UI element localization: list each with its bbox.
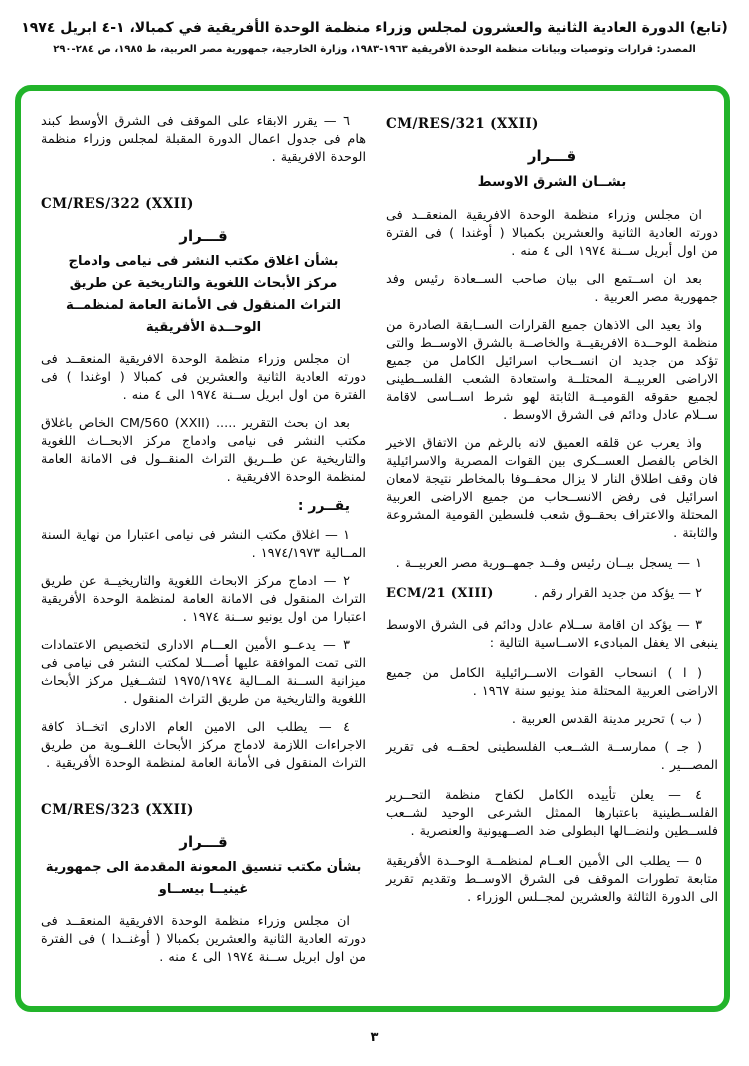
resolution-321-preamble-2: بعد ان اســتمع الى بيان صاحب الســعادة رئيس وفد جمهورية مصر العربية . [386,272,718,305]
resolution-321-heading: قـــرار [527,147,577,165]
resolution-322-clause-3: ٣ — يدعــو الأمين العـــام الادارى لتخصيص الاعتمادات التى تمت الموافقة عليها أصـــلا لمكتب النشر فى نيامى فى ميزانية الســنة المــالية ١٩٧٥/١٩٧٤ لتشــغيل مركز الأبحاث اللغوية والتاريخية من طريق التراث المنقول . [41,638,366,707]
clause-2-reference-code: ECM/21 (XIII) [386,586,494,601]
vertical-spacer [41,177,366,193]
session-title: (تابع) الدورة العادية الثانية والعشرون لمجلس وزراء منظمة الوحدة الأفريقية في كمبالا، ١-٤ ابريل ١٩٧٤ [21,20,728,36]
resolution-321-preamble-3: واذ يعيد الى الاذهان جميع القرارات الســابقة الصادرة من منظمة الوحــدة الافريقيــة والخاصــة بالشرق الاوســط والتى تؤكد من جديد ان انســحاب اسرائيل الكامل من جميع الاراضى العربيــة المحتلــة واستعادة الشعب الفلســطينى لجميع حقوقه القوميــة الثابتة لهو شرط اســاسى لاقامة ســلام عادل ودائم فى الشرق الاوسط . [386,318,718,423]
resolution-323-preamble: ان مجلس وزراء منظمة الوحدة الافريقية المنعقــد فى دورته العادية الثانية والعشرين بكمبالا ( أوغنــدا ) فى الفترة من اول ابريل ســنة ١٩٧٤ الى ٤ منه . [41,914,366,965]
resolution-321-clause-1: ١ — يسجل بيــان رئيس وفــد جمهــورية مصر العربيــة . [395,556,702,571]
resolution-322-clause-2: ٢ — ادماج مركز الابحاث اللغوية والتاريخيــة عن طريق التراث المنقول فى الامانة العامة لمنظمة الوحدة الأفريقية اعتبارا من اول يونيو ســنة ١٩٧٤ . [41,574,366,625]
resolution-323-code: CM/RES/323 (XXII) [41,802,194,818]
vertical-spacer [41,783,366,799]
resolution-322-code: CM/RES/322 (XXII) [41,196,194,212]
page-number: ٣ [370,1030,379,1045]
resolution-322-clause-1: ١ — اغلاق مكتب النشر فى نيامى اعتبارا من نهاية السنة المــالية ١٩٧٤/١٩٧٣ . [41,528,366,561]
resolution-321-subtitle: بشــان الشرق الاوسط [477,174,627,190]
resolution-321-item-c: ( جـ ) ممارســة الشــعب الفلسطينى لحقــه فى تقرير المصـــير . [386,740,718,773]
resolution-322-preamble-1: ان مجلس وزراء منظمة الوحدة الافريقية المنعقــد فى دورته العادية الثانية والعشرين فى كمبالا ( اوغندا ) فى الفترة من اول ابريل ســنة ١٩٧٤ الى ٤ منه . [41,352,366,403]
column-right-resolution-321 [386,113,718,1006]
resolution-321-preamble-4: واذ يعرب عن قلقه العميق لانه بالرغم من الاتفاق الاخير الخاص بالفصل العســكرى بين القوات المصرية والاسرائيلية فان وقف اطلاق النار لا يزال محفــوفا بالمخاطر نتيجة لامعان اسرائيل فى رفض الانســحاب من جميع الاراضى العربية المحتلة والاعتراف بحقــوق شعب فلسطين القومية المشروعة والثابتة . [386,436,718,541]
resolution-322-title-line: مركز الأبحاث اللغوية والتاريخية عن طريق [69,276,338,291]
resolution-321-preamble-1: ان مجلس وزراء منظمة الوحدة الافريقية المنعقــد فى دورته العادية الثانية والعشرين بكمبالا ( أوغندا ) فى الفترة من اول أبريل ســنة ١٩٧٤ الى ٤ منه . [386,208,718,259]
source-citation: المصدر: قرارات وتوصيات وبيانات منظمة الوحدة الأفريقية ١٩٦٣-١٩٨٣، وزارة الخارجية، جمهورية مصر العربية، ط ١٩٨٥، ص ٢٨٤-٢٩٠ [53,44,696,55]
resolution-321-clause-4: ٤ — يعلن تأييده الكامل لكفاح منظمة التحــرير الفلســطينية باعتبارها الممثل الشرعى الوحيد لشــعب فلســطين ولنضــالها البطولى ضد الصــهيونية والعنصرية . [386,788,718,839]
resolution-323-title-line: بشأن مكتب تنسيق المعونة المقدمة الى جمهورية [45,860,362,875]
resolution-323-title-line: غينيــا بيســاو [158,882,249,897]
green-border-frame [15,85,730,1012]
resolution-323-title [41,857,366,901]
resolution-321-code: CM/RES/321 (XXII) [386,116,539,132]
resolution-322-title-line: بشأن اغلاق مكتب النشر فى نيامى وادماج [68,254,339,269]
resolution-321-clause-3: ٣ — يؤكد ان اقامة ســلام عادل ودائم فى الشرق الاوسط ينبغى الا يغفل المبادىء الاســاسية التالية : [386,618,718,651]
resolution-321-item-b: ( ب ) تحرير مدينة القدس العربية . [511,712,702,727]
page-header [0,0,749,55]
resolution-322-clause-4: ٤ — يطلب الى الامين العام الادارى اتخــاذ كافة الاجراءات اللازمة لادماج مركز الأبحاث اللغــوية من طريق التراث المنقول فى الأمانة العامة لمنظمة الوحدة الأفريقية . [41,720,366,771]
resolution-322-decree-heading: يقــرر : [297,498,350,514]
column-left-resolutions-322-323 [41,113,366,1006]
resolution-322-title-line: الوحــدة الأفريقية [145,320,262,335]
resolution-321-clause-5: ٥ — يطلب الى الأمين العــام لمنظمــة الوحــدة الأفريقية متابعة تطورات الموقف فى الشرق الاوســط وتقديم تقرير الى الدورة الثالثة والعشرين لمجــلس الوزراء . [386,854,718,905]
resolution-322-heading: قـــرار [179,227,228,245]
resolution-322-title [41,251,366,339]
resolution-322-title-line: التراث المنقول فى الأمانة العامة لمنظمــة [66,298,341,313]
resolution-323-heading: قـــرار [179,833,228,851]
resolution-321-clause-2 [386,585,718,603]
clause-2-text: ٢ — يؤكد من جديد القرار رقم . [533,586,702,601]
resolution-321-item-a: ( ا ) انسحاب القوات الاســرائيلية الكامل من جميع الاراضى العربية المحتلة منذ يونيو سنة ١٩٦٧ . [386,666,718,699]
resolution-321-clause-6: ٦ — يقرر الابقاء على الموقف فى الشرق الأوسط كبند هام فى جدول اعمال الدورة المقبلة لمجلس وزراء منظمة الوحدة الافريقية . [41,114,366,165]
two-column-text-area [21,91,724,1006]
resolution-322-preamble-2: بعد ان بحث التقرير ..... CM/560 (XXII) الخاص باغلاق مكتب النشر فى نيامى وادماج مركز الابحــاث اللغوية والتاريخية عن طــريق التراث المنقــول فى الامانة العامة لمنظمة الوحدة الافريقية . [41,416,366,485]
